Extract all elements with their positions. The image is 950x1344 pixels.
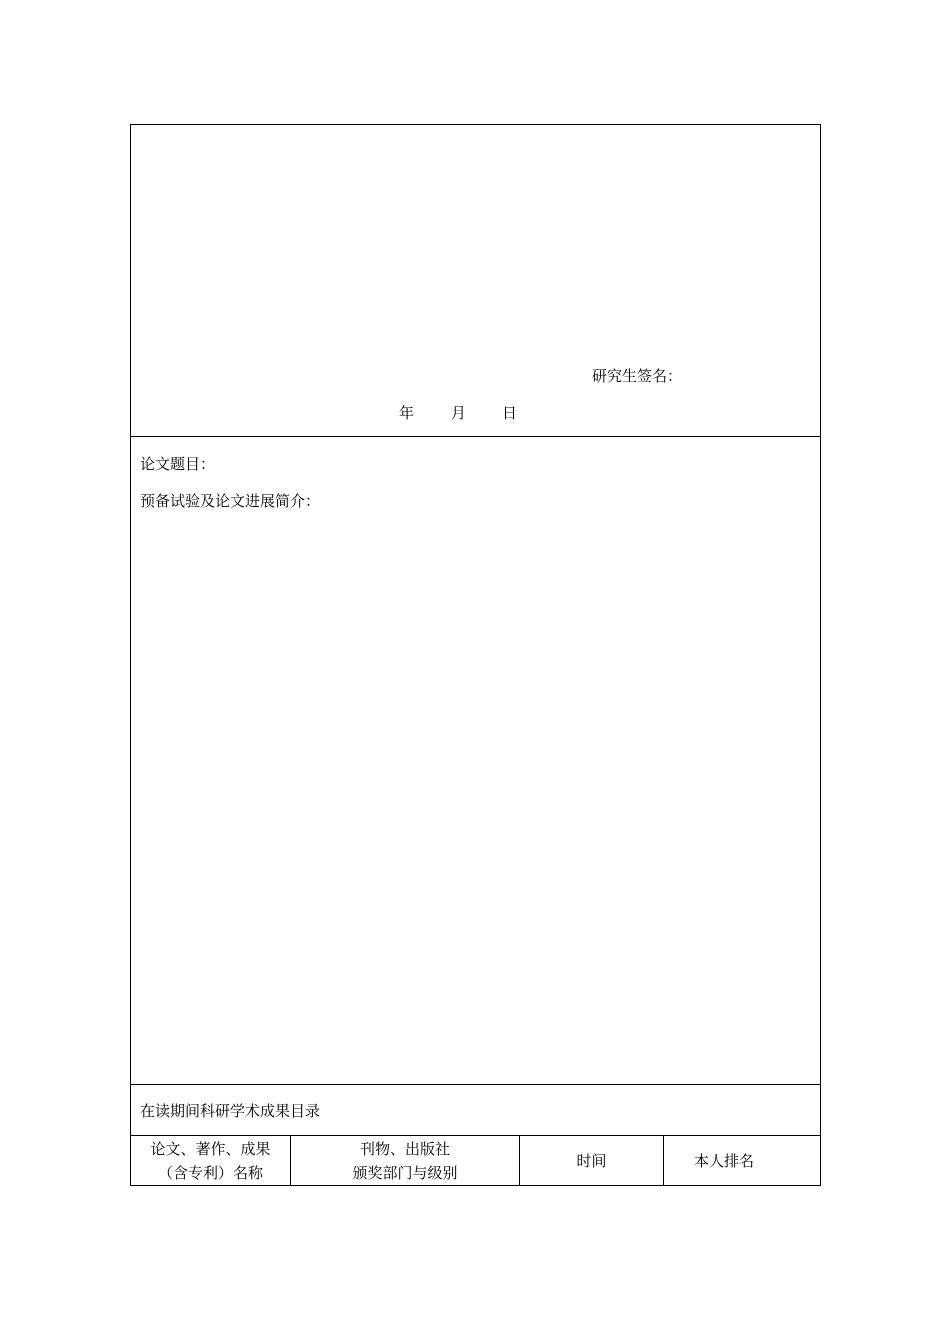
- date-year-label: 年: [399, 404, 415, 422]
- achievements-section-title: 在读期间科研学术成果目录: [140, 1102, 321, 1120]
- signature-label: 研究生签名：: [592, 367, 683, 385]
- column-header-line: 时间: [576, 1152, 607, 1170]
- thesis-progress-label: 预备试验及论文进展简介：: [140, 492, 321, 510]
- column-header-line: 本人排名: [693, 1152, 754, 1170]
- application-form-table: [130, 124, 821, 1186]
- date-month-label: 月: [451, 404, 467, 422]
- column-header-line: 颁奖部门与级别: [352, 1164, 458, 1182]
- divider-line: [131, 1084, 820, 1085]
- column-header-line: （含专利）名称: [157, 1164, 263, 1182]
- divider-line: [131, 436, 820, 437]
- thesis-title-label: 论文题目：: [140, 455, 216, 473]
- column-header-name: [131, 1136, 290, 1186]
- date-day-label: 日: [502, 404, 518, 422]
- column-header-rank: [664, 1136, 784, 1186]
- column-header-line: 刊物、出版社: [359, 1140, 450, 1158]
- column-header-publisher: [291, 1136, 519, 1186]
- column-header-line: 论文、著作、成果: [150, 1140, 271, 1158]
- column-header-time: [520, 1136, 663, 1186]
